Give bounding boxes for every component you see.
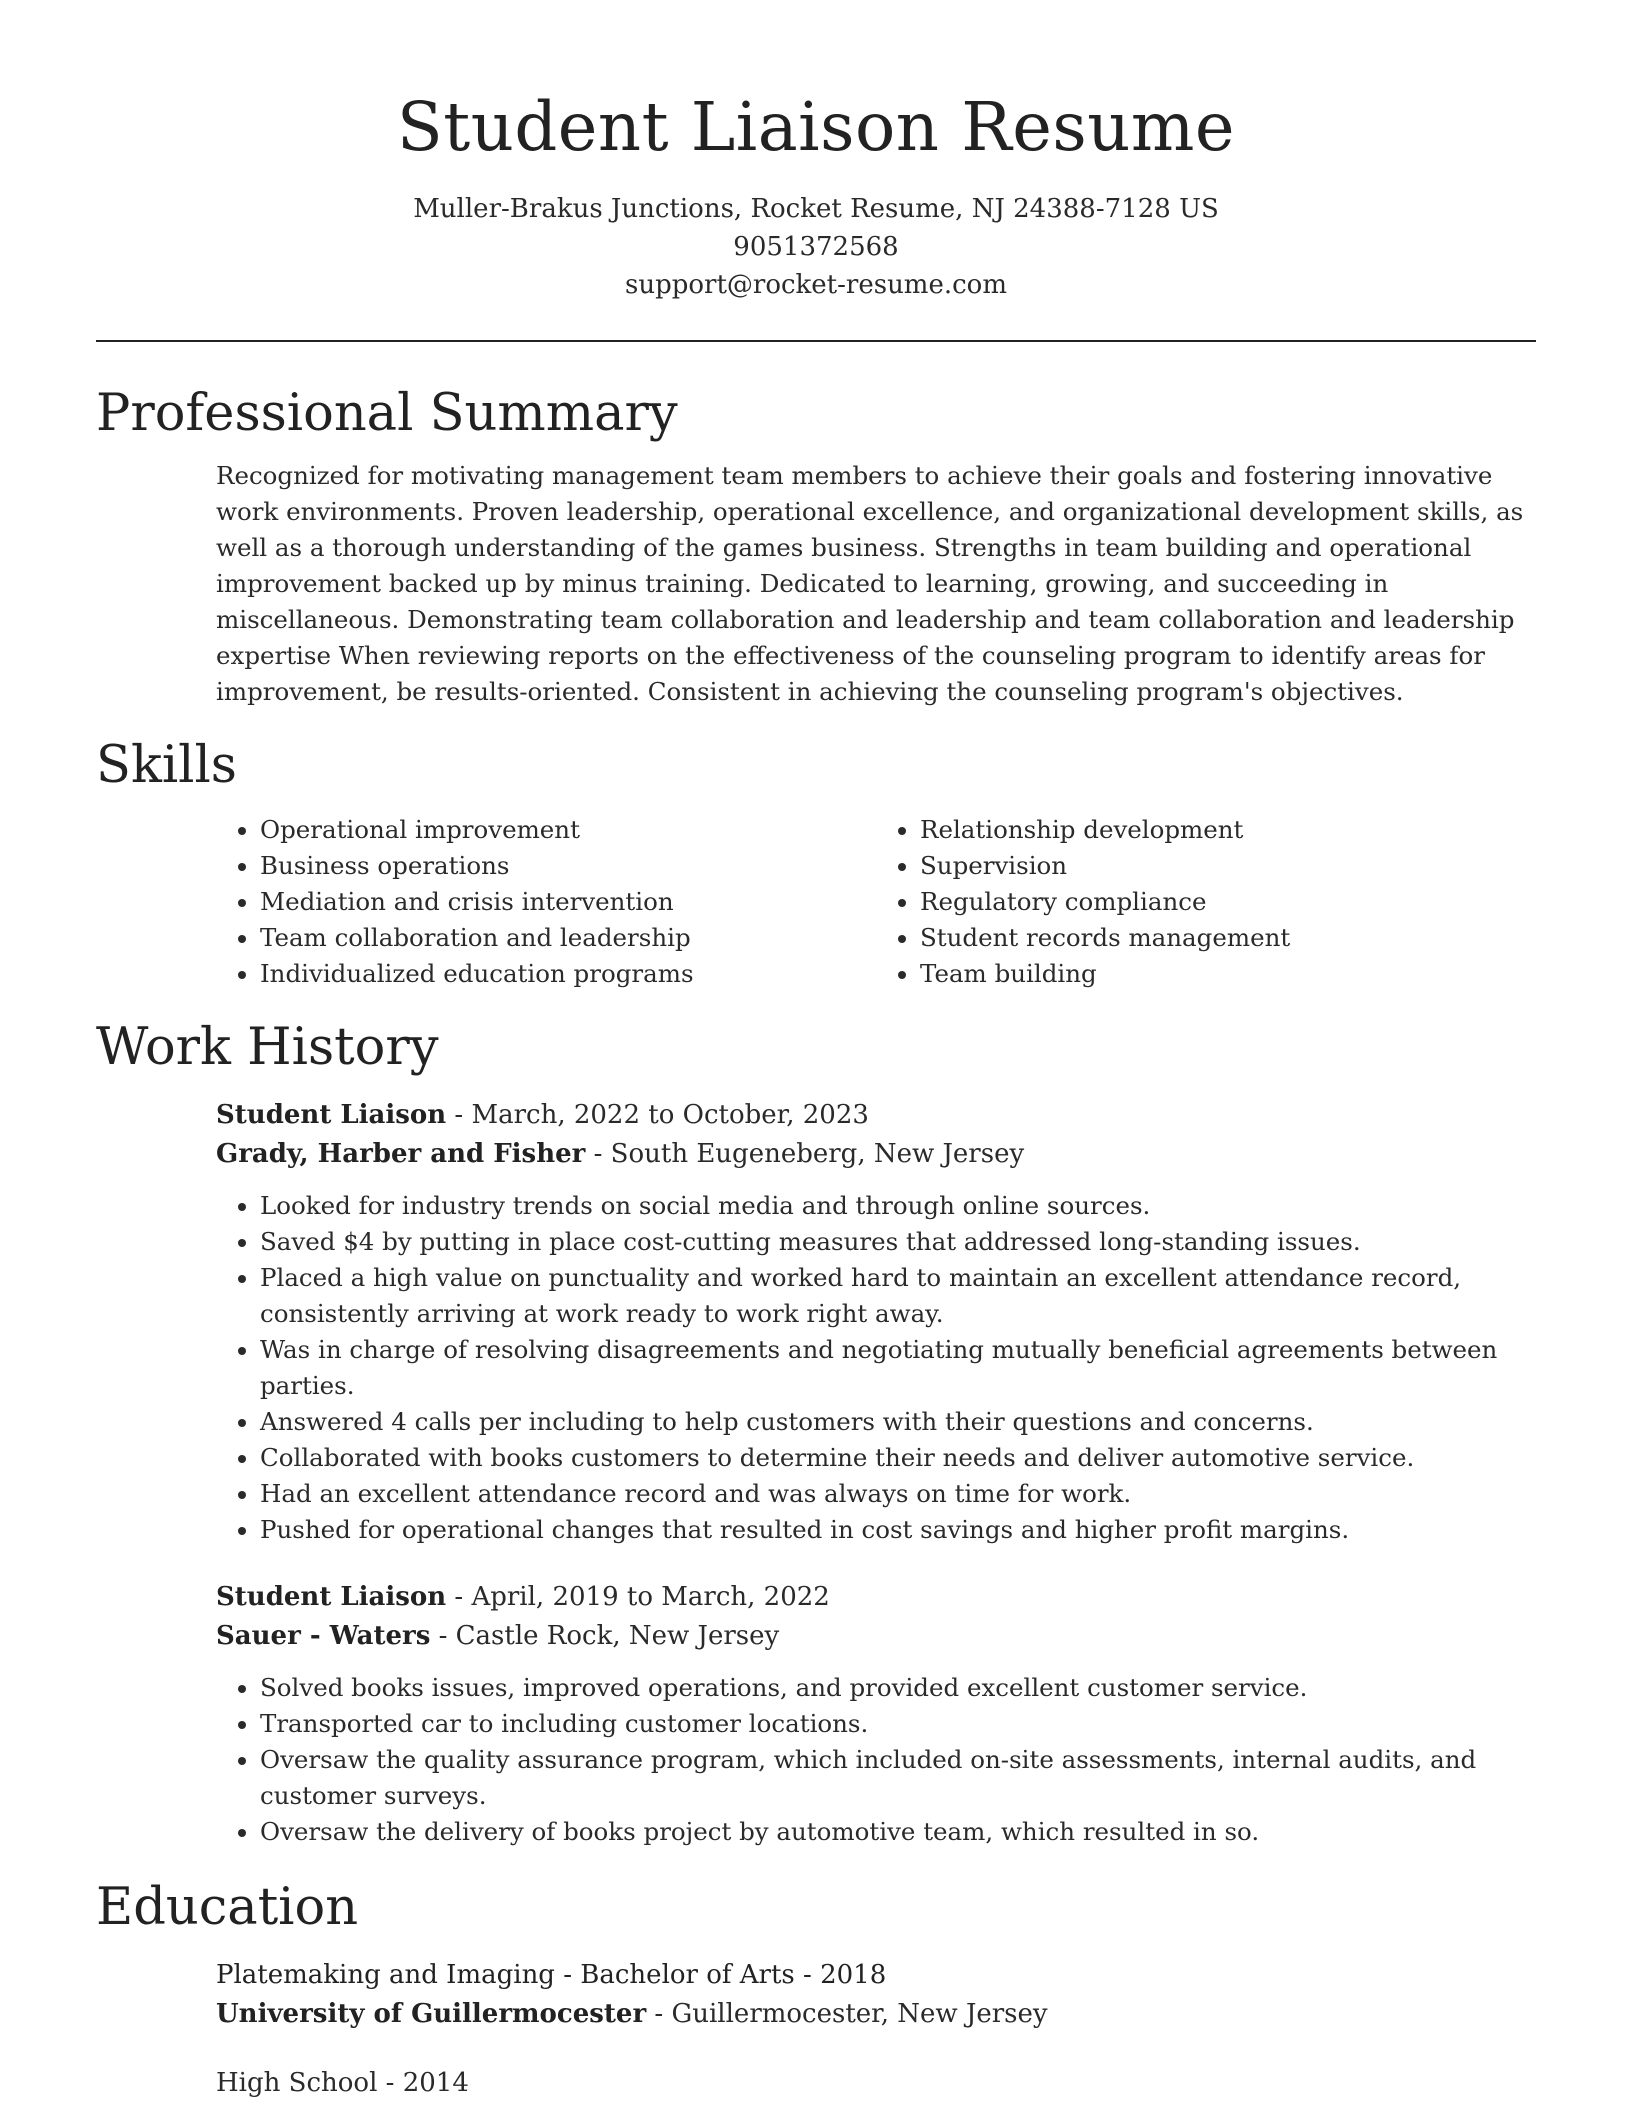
- skills-column-right: [876, 812, 1536, 992]
- job-duty: • Looked for industry trends on social media and through online sources.: [260, 1188, 1536, 1224]
- skill-item: • Supervision: [920, 848, 1536, 884]
- job-duty: • Saved $4 by putting in place cost-cutting measures that addressed long-standing issues.: [260, 1224, 1536, 1260]
- skill-item: • Student records management: [920, 920, 1536, 956]
- summary-text: Recognized for motivating management team members to achieve their goals and fostering innovative work environments. Proven leadership, operational excellence, and organizational development skills, as well as a thorough understanding of the games business. Strengths in team building and operational improvement backed up by minus training. Dedicated to learning, growing, and succeeding in miscellaneous. Demonstrating team collaboration and leadership and team collaboration and leadership expertise When reviewing reports on the effectiveness of the counseling program to identify areas for improvement, be results-oriented. Consistent in achieving the counseling program's objectives.: [216, 461, 1524, 706]
- header-divider: [96, 340, 1536, 342]
- job-employer: Sauer - Waters: [216, 1621, 431, 1651]
- education-degree-line: [216, 1956, 1536, 1995]
- education-school-line: [216, 1995, 1536, 2034]
- page-title: Student Liaison Resume: [396, 88, 1236, 166]
- education-school: University of Guillermocester: [216, 1999, 647, 2029]
- job-location: - Castle Rock, New Jersey: [430, 1621, 780, 1651]
- job-dates: - April, 2019 to March, 2022: [446, 1582, 830, 1612]
- job-duties: [216, 1670, 1536, 1850]
- contact-phone: 9051372568: [733, 232, 899, 262]
- skill-item: • Team collaboration and leadership: [260, 920, 876, 956]
- job-duty: • Oversaw the delivery of books project by automotive team, which resulted in so.: [260, 1814, 1536, 1850]
- job-duty: • Placed a high value on punctuality and worked hard to maintain an excellent attendance record, consistently arriving at work ready to work right away.: [260, 1260, 1536, 1332]
- skill-item: • Business operations: [260, 848, 876, 884]
- job-employer-line: [216, 1617, 1536, 1656]
- job-duty: • Transported car to including customer locations.: [260, 1706, 1536, 1742]
- education-heading: Education: [96, 1878, 359, 1937]
- skill-item: • Regulatory compliance: [920, 884, 1536, 920]
- contact-address: Muller-Brakus Junctions, Rocket Resume, NJ 24388-7128 US: [413, 194, 1219, 224]
- education-degree: Platemaking and Imaging - Bachelor of Arts - 2018: [216, 1960, 887, 1990]
- education-degree-line: [216, 2064, 1536, 2103]
- education-location: - Guillermocester, New Jersey: [646, 1999, 1048, 2029]
- skill-item: • Mediation and crisis intervention: [260, 884, 876, 920]
- job-employer-line: [216, 1135, 1536, 1174]
- skills-column-left: [216, 812, 876, 992]
- job-duty: • Answered 4 calls per including to help customers with their questions and concerns.: [260, 1404, 1536, 1440]
- skill-item: • Relationship development: [920, 812, 1536, 848]
- contact-email: support@rocket-resume.com: [624, 270, 1007, 300]
- summary-heading: Professional Summary: [96, 384, 678, 443]
- job-duty: • Collaborated with books customers to determine their needs and deliver automotive service.: [260, 1440, 1536, 1476]
- skill-item: • Individualized education programs: [260, 956, 876, 992]
- skills-heading: Skills: [96, 736, 237, 795]
- job-duty: • Oversaw the quality assurance program, which included on-site assessments, internal audits, and customer surveys.: [260, 1742, 1536, 1814]
- job-duty: • Had an excellent attendance record and was always on time for work.: [260, 1476, 1536, 1512]
- job-title-line: [216, 1578, 1536, 1617]
- job-entry: [216, 1578, 1536, 1850]
- job-dates: - March, 2022 to October, 2023: [446, 1100, 869, 1130]
- skill-item: • Team building: [920, 956, 1536, 992]
- education-entry: [216, 2064, 1536, 2103]
- work-history-heading: Work History: [96, 1018, 439, 1077]
- job-title-line: [216, 1096, 1536, 1135]
- job-duty: • Solved books issues, improved operations, and provided excellent customer service.: [260, 1670, 1536, 1706]
- contact-block: [96, 190, 1536, 304]
- skill-item: • Operational improvement: [260, 812, 876, 848]
- job-duty: • Pushed for operational changes that resulted in cost savings and higher profit margins.: [260, 1512, 1536, 1548]
- education-entry: [216, 1956, 1536, 2034]
- job-entry: [216, 1096, 1536, 1548]
- skills-list: [216, 812, 1536, 992]
- job-role: Student Liaison: [216, 1582, 447, 1612]
- job-location: - South Eugeneberg, New Jersey: [585, 1139, 1025, 1169]
- job-duty: • Was in charge of resolving disagreements and negotiating mutually beneficial agreements between parties.: [260, 1332, 1536, 1404]
- job-employer: Grady, Harber and Fisher: [216, 1139, 586, 1169]
- job-role: Student Liaison: [216, 1100, 447, 1130]
- job-duties: [216, 1188, 1536, 1548]
- education-degree: High School - 2014: [216, 2068, 469, 2098]
- resume-page: [96, 0, 1536, 2103]
